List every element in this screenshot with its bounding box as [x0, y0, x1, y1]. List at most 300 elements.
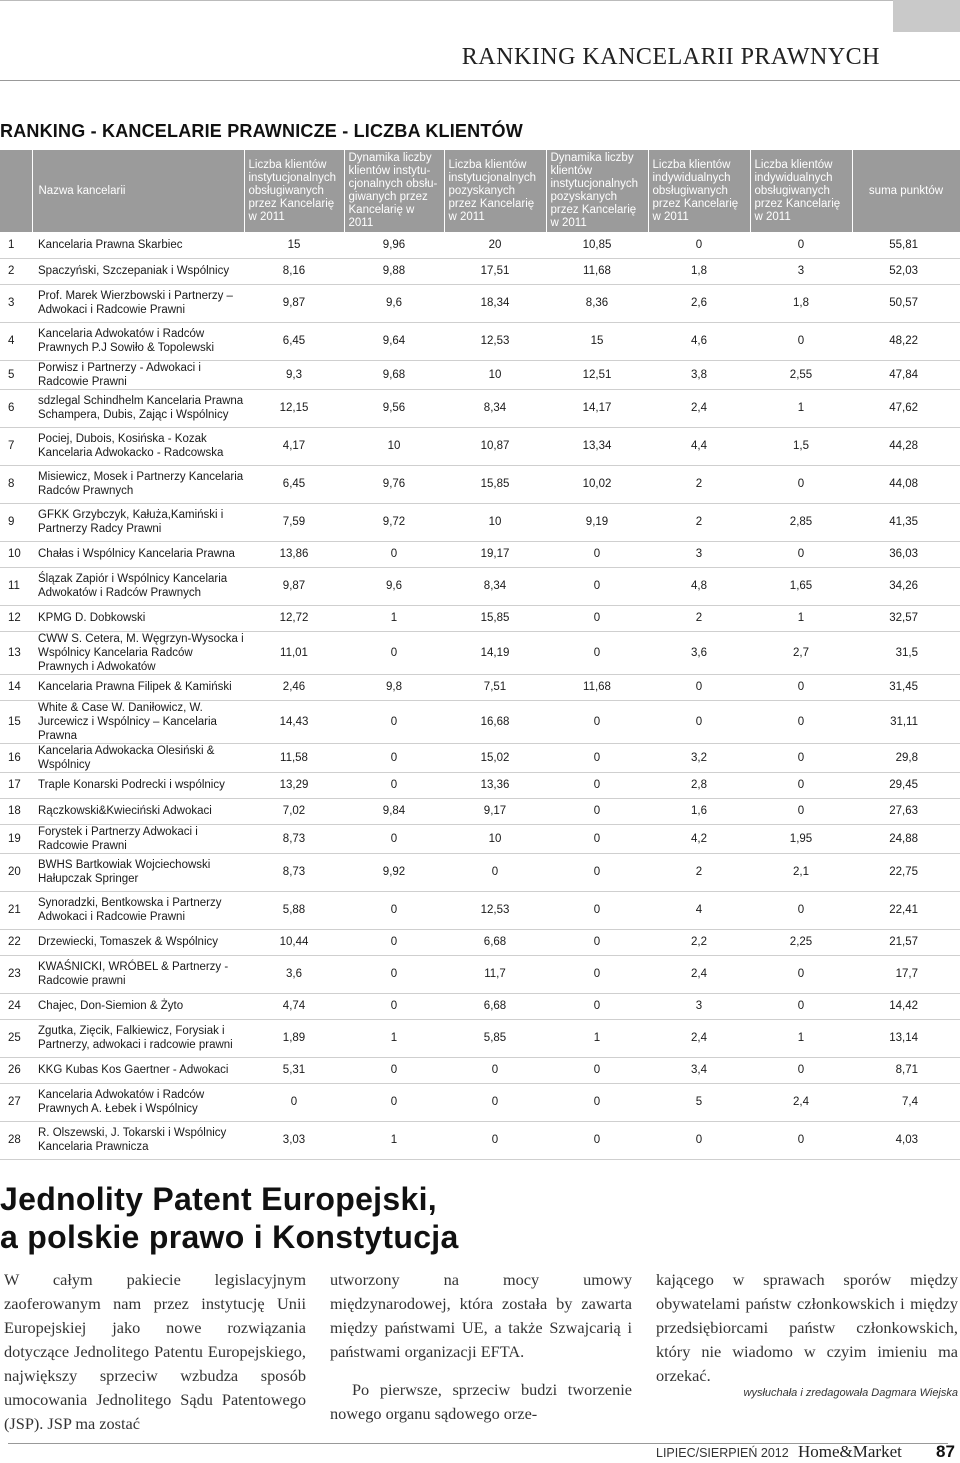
value-cell: 0	[546, 605, 648, 631]
table-row	[0, 322, 960, 360]
table-row	[0, 284, 960, 322]
value-cell: 0	[750, 541, 852, 567]
firm-name-cell: Misiewicz, Mosek i Partnerzy Kancelaria Radców Prawnych	[32, 465, 244, 503]
value-cell: 4,8	[648, 567, 750, 605]
value-cell: 10	[344, 427, 444, 465]
table-title: RANKING - KANCELARIE PRAWNICZE - LICZBA KLIENTÓW	[0, 121, 523, 141]
page-number: 87	[936, 1442, 955, 1461]
value-cell: 0	[546, 853, 648, 891]
value-cell: 1	[750, 389, 852, 427]
article-column-1	[4, 1268, 306, 1446]
rank-cell: 13	[0, 631, 32, 674]
table-row	[0, 1019, 960, 1057]
table-row	[0, 993, 960, 1019]
value-cell: 4,2	[648, 824, 750, 853]
firm-name-cell: Spaczyński, Szczepaniak i Wspólnicy	[32, 258, 244, 284]
column-header: Liczba klientów indywidualnych obsługiwanych przez Kancelarię w 2011	[648, 150, 750, 232]
table-row	[0, 853, 960, 891]
table-row	[0, 360, 960, 389]
rank-cell: 22	[0, 929, 32, 955]
value-cell: 0	[546, 567, 648, 605]
value-cell: 3,6	[244, 955, 344, 993]
total-points-cell: 50,57	[852, 284, 960, 322]
value-cell: 0	[546, 891, 648, 929]
value-cell: 15,85	[444, 465, 546, 503]
value-cell: 1	[750, 1019, 852, 1057]
rank-cell: 8	[0, 465, 32, 503]
value-cell: 6,45	[244, 322, 344, 360]
value-cell: 16,68	[444, 700, 546, 743]
total-points-cell: 32,57	[852, 605, 960, 631]
value-cell: 7,59	[244, 503, 344, 541]
value-cell: 8,34	[444, 389, 546, 427]
rank-cell: 1	[0, 232, 32, 258]
value-cell: 9,72	[344, 503, 444, 541]
total-points-cell: 52,03	[852, 258, 960, 284]
byline: wysłuchała i zredagowała Dagmara Wiejska	[743, 1387, 958, 1399]
value-cell: 2	[648, 503, 750, 541]
value-cell: 0	[344, 772, 444, 798]
column-header: Nazwa kancelarii	[32, 150, 244, 232]
value-cell: 20	[444, 232, 546, 258]
firm-name-cell: Drzewiecki, Tomaszek & Wspólnicy	[32, 929, 244, 955]
firm-name-cell: Prof. Marek Wierzbowski i Partnerzy – Adwokaci i Radcowie Prawni	[32, 284, 244, 322]
total-points-cell: 44,28	[852, 427, 960, 465]
value-cell: 0	[344, 700, 444, 743]
table-row	[0, 891, 960, 929]
value-cell: 15,02	[444, 743, 546, 772]
firm-name-cell: Chałas i Wspólnicy Kancelaria Prawna	[32, 541, 244, 567]
value-cell: 1	[750, 605, 852, 631]
value-cell: 4,17	[244, 427, 344, 465]
article-paragraph: W całym pakiecie legislacyjnym zaoferowanym nam przez instytucję Unii Europejskiej jako nowe rozwiązania dotyczące Jednolitego Patentu Europejskiego, największy sprzeciw wzbudza sposób umocowania Jednolitego Sądu Patentowego (JSP). JSP ma zostać	[4, 1270, 306, 1433]
value-cell: 12,51	[546, 360, 648, 389]
value-cell: 0	[444, 1121, 546, 1159]
total-points-cell: 36,03	[852, 541, 960, 567]
rank-cell: 2	[0, 258, 32, 284]
value-cell: 0	[750, 465, 852, 503]
rank-cell: 5	[0, 360, 32, 389]
value-cell: 9,68	[344, 360, 444, 389]
table-row	[0, 1121, 960, 1159]
value-cell: 3,03	[244, 1121, 344, 1159]
value-cell: 7,51	[444, 674, 546, 700]
rank-cell: 26	[0, 1057, 32, 1083]
value-cell: 9,56	[344, 389, 444, 427]
total-points-cell: 7,4	[852, 1083, 960, 1121]
rank-cell: 7	[0, 427, 32, 465]
total-points-cell: 14,42	[852, 993, 960, 1019]
total-points-cell: 31,5	[852, 631, 960, 674]
firm-name-cell: CWW S. Cetera, M. Węgrzyn-Wysocka i Wspólnicy Kancelaria Radców Prawnych i Adwokatów	[32, 631, 244, 674]
total-points-cell: 41,35	[852, 503, 960, 541]
value-cell: 0	[344, 955, 444, 993]
total-points-cell: 8,71	[852, 1057, 960, 1083]
rank-cell: 23	[0, 955, 32, 993]
value-cell: 0	[750, 955, 852, 993]
value-cell: 9,6	[344, 567, 444, 605]
value-cell: 9,84	[344, 798, 444, 824]
value-cell: 12,53	[444, 891, 546, 929]
value-cell: 1,95	[750, 824, 852, 853]
value-cell: 1,5	[750, 427, 852, 465]
value-cell: 9,92	[344, 853, 444, 891]
firm-name-cell: Kancelaria Adwokatów i Radców Prawnych P.J Sowiło & Topolewski	[32, 322, 244, 360]
value-cell: 1,65	[750, 567, 852, 605]
firm-name-cell: Rączkowski&Kwieciński Adwokaci	[32, 798, 244, 824]
rank-column-header	[0, 150, 32, 232]
value-cell: 10,87	[444, 427, 546, 465]
value-cell: 0	[750, 891, 852, 929]
table-row	[0, 541, 960, 567]
table-row	[0, 427, 960, 465]
value-cell: 0	[546, 993, 648, 1019]
value-cell: 0	[344, 993, 444, 1019]
value-cell: 2,55	[750, 360, 852, 389]
value-cell: 2,2	[648, 929, 750, 955]
value-cell: 17,51	[444, 258, 546, 284]
magazine-brand: Home&Market	[798, 1442, 902, 1461]
rank-cell: 16	[0, 743, 32, 772]
value-cell: 2,85	[750, 503, 852, 541]
ranking-body	[0, 232, 960, 1159]
total-points-cell: 44,08	[852, 465, 960, 503]
column-header: Liczba klientów instytucjonalnych pozyskanych przez Kancelarię w 2011	[444, 150, 546, 232]
value-cell: 0	[750, 232, 852, 258]
value-cell: 3,6	[648, 631, 750, 674]
value-cell: 12,72	[244, 605, 344, 631]
value-cell: 0	[546, 772, 648, 798]
value-cell: 4,4	[648, 427, 750, 465]
rank-cell: 15	[0, 700, 32, 743]
value-cell: 9,8	[344, 674, 444, 700]
table-header-row	[0, 150, 960, 232]
value-cell: 6,68	[444, 929, 546, 955]
table-row	[0, 798, 960, 824]
value-cell: 5,88	[244, 891, 344, 929]
firm-name-cell: Chajec, Don-Siemion & Żyto	[32, 993, 244, 1019]
firm-name-cell: Synoradzki, Bentkowska i Partnerzy Adwokaci i Radcowie Prawni	[32, 891, 244, 929]
total-points-cell: 4,03	[852, 1121, 960, 1159]
top-rule	[0, 0, 960, 1]
value-cell: 0	[750, 743, 852, 772]
table-row	[0, 567, 960, 605]
value-cell: 15	[244, 232, 344, 258]
firm-name-cell: Pociej, Dubois, Kosińska - Kozak Kancelaria Adwokacko - Radcowska	[32, 427, 244, 465]
value-cell: 11,01	[244, 631, 344, 674]
rank-cell: 10	[0, 541, 32, 567]
total-points-cell: 22,75	[852, 853, 960, 891]
total-points-cell: 29,45	[852, 772, 960, 798]
value-cell: 2,1	[750, 853, 852, 891]
firm-name-cell: GFKK Grzybczyk, Kałuża,Kamiński i Partnerzy Radcy Prawni	[32, 503, 244, 541]
total-points-cell: 21,57	[852, 929, 960, 955]
total-points-cell: 22,41	[852, 891, 960, 929]
total-points-cell: 47,84	[852, 360, 960, 389]
ranking-table	[0, 150, 960, 1160]
section-rule	[0, 80, 960, 81]
value-cell: 0	[648, 700, 750, 743]
value-cell: 3	[648, 541, 750, 567]
value-cell: 0	[750, 798, 852, 824]
value-cell: 0	[444, 853, 546, 891]
table-row	[0, 1057, 960, 1083]
total-points-cell: 17,7	[852, 955, 960, 993]
value-cell: 2,4	[750, 1083, 852, 1121]
table-row	[0, 743, 960, 772]
article-column-2	[330, 1268, 632, 1436]
value-cell: 0	[546, 1057, 648, 1083]
table-row	[0, 605, 960, 631]
total-points-cell: 55,81	[852, 232, 960, 258]
firm-name-cell: Kancelaria Prawna Skarbiec	[32, 232, 244, 258]
section-title: RANKING KANCELARII PRAWNYCH	[461, 44, 880, 70]
value-cell: 0	[648, 674, 750, 700]
issue-date: LIPIEC/SIERPIEŃ 2012	[656, 1446, 789, 1460]
rank-cell: 17	[0, 772, 32, 798]
value-cell: 2	[648, 465, 750, 503]
table-row	[0, 929, 960, 955]
value-cell: 0	[344, 1083, 444, 1121]
rank-cell: 3	[0, 284, 32, 322]
table-row	[0, 503, 960, 541]
value-cell: 0	[244, 1083, 344, 1121]
value-cell: 1	[344, 1121, 444, 1159]
value-cell: 19,17	[444, 541, 546, 567]
value-cell: 0	[750, 1121, 852, 1159]
value-cell: 3,4	[648, 1057, 750, 1083]
value-cell: 9,87	[244, 567, 344, 605]
table-row	[0, 674, 960, 700]
article-paragraph: kającego w sprawach sporów między obywatelami państw członkowskich i między przedsiębiorcami państw członkowskich, który nie wiadomo w czyim imieniu ma orzekać.	[656, 1270, 958, 1385]
value-cell: 2,6	[648, 284, 750, 322]
value-cell: 1	[344, 1019, 444, 1057]
table-row	[0, 232, 960, 258]
value-cell: 1,8	[750, 284, 852, 322]
value-cell: 2,4	[648, 389, 750, 427]
firm-name-cell: KPMG D. Dobkowski	[32, 605, 244, 631]
value-cell: 4,74	[244, 993, 344, 1019]
firm-name-cell: Forystek i Partnerzy Adwokaci i Radcowie Prawni	[32, 824, 244, 853]
article-title	[0, 1180, 459, 1256]
firm-name-cell: Zgutka, Zięcik, Falkiewicz, Forysiak i Partnerzy, adwokaci i radcowie prawni	[32, 1019, 244, 1057]
value-cell: 10	[444, 824, 546, 853]
total-points-cell: 48,22	[852, 322, 960, 360]
firm-name-cell: KKG Kubas Kos Gaertner - Adwokaci	[32, 1057, 244, 1083]
table-row	[0, 955, 960, 993]
value-cell: 10,02	[546, 465, 648, 503]
value-cell: 11,58	[244, 743, 344, 772]
value-cell: 0	[546, 631, 648, 674]
value-cell: 0	[546, 824, 648, 853]
value-cell: 0	[344, 743, 444, 772]
value-cell: 0	[344, 824, 444, 853]
value-cell: 11,68	[546, 674, 648, 700]
firm-name-cell: Kancelaria Adwokatów i Radców Prawnych A. Łebek i Wspólnicy	[32, 1083, 244, 1121]
value-cell: 13,36	[444, 772, 546, 798]
value-cell: 10	[444, 503, 546, 541]
value-cell: 9,3	[244, 360, 344, 389]
value-cell: 0	[344, 891, 444, 929]
value-cell: 0	[750, 700, 852, 743]
value-cell: 3,2	[648, 743, 750, 772]
rank-cell: 25	[0, 1019, 32, 1057]
page-corner-tab	[893, 0, 960, 32]
value-cell: 0	[344, 541, 444, 567]
value-cell: 1,89	[244, 1019, 344, 1057]
value-cell: 0	[546, 929, 648, 955]
value-cell: 11,68	[546, 258, 648, 284]
firm-name-cell: BWHS Bartkowiak Wojciechowski Hałupczak Springer	[32, 853, 244, 891]
firm-name-cell: Traple Konarski Podrecki i wspólnicy	[32, 772, 244, 798]
value-cell: 18,34	[444, 284, 546, 322]
value-cell: 9,17	[444, 798, 546, 824]
value-cell: 0	[546, 1121, 648, 1159]
article-column-3	[656, 1268, 958, 1398]
value-cell: 14,19	[444, 631, 546, 674]
table-row	[0, 258, 960, 284]
column-header: Liczba klientów instytucjonalnych obsługiwanych przez Kancelarię w 2011	[244, 150, 344, 232]
value-cell: 8,16	[244, 258, 344, 284]
value-cell: 9,6	[344, 284, 444, 322]
value-cell: 8,73	[244, 824, 344, 853]
value-cell: 0	[750, 322, 852, 360]
value-cell: 1	[546, 1019, 648, 1057]
value-cell: 10,44	[244, 929, 344, 955]
value-cell: 3,8	[648, 360, 750, 389]
value-cell: 10	[444, 360, 546, 389]
value-cell: 7,02	[244, 798, 344, 824]
rank-cell: 20	[0, 853, 32, 891]
article-paragraph: utworzony na mocy umowy międzynarodowej, która została by zawarta między państwami UE, a także Szwajcarią i państwami organizacji EFTA.	[330, 1270, 632, 1361]
value-cell: 9,19	[546, 503, 648, 541]
value-cell: 1,6	[648, 798, 750, 824]
rank-cell: 6	[0, 389, 32, 427]
value-cell: 2,46	[244, 674, 344, 700]
value-cell: 4,6	[648, 322, 750, 360]
value-cell: 13,29	[244, 772, 344, 798]
value-cell: 3	[648, 993, 750, 1019]
value-cell: 9,88	[344, 258, 444, 284]
value-cell: 0	[344, 1057, 444, 1083]
firm-name-cell: KWAŚNICKI, WRÓBEL & Partnerzy - Radcowie prawni	[32, 955, 244, 993]
column-header: Dynamika liczby klientów instytucjonalnych pozyskanych przez Kancelarię w 2011	[546, 150, 648, 232]
total-points-cell: 31,11	[852, 700, 960, 743]
total-points-cell: 47,62	[852, 389, 960, 427]
value-cell: 2,8	[648, 772, 750, 798]
value-cell: 4	[648, 891, 750, 929]
firm-name-cell: sdzlegal Schindhelm Kancelaria Prawna Schampera, Dubis, Zając i Wspólnicy	[32, 389, 244, 427]
rank-cell: 11	[0, 567, 32, 605]
rank-cell: 28	[0, 1121, 32, 1159]
value-cell: 6,68	[444, 993, 546, 1019]
rank-cell: 21	[0, 891, 32, 929]
table-row	[0, 700, 960, 743]
value-cell: 5,85	[444, 1019, 546, 1057]
value-cell: 15,85	[444, 605, 546, 631]
total-points-cell: 24,88	[852, 824, 960, 853]
value-cell: 1,8	[648, 258, 750, 284]
value-cell: 0	[546, 955, 648, 993]
rank-cell: 12	[0, 605, 32, 631]
value-cell: 1	[344, 605, 444, 631]
value-cell: 9,76	[344, 465, 444, 503]
value-cell: 9,64	[344, 322, 444, 360]
value-cell: 0	[444, 1083, 546, 1121]
total-points-cell: 29,8	[852, 743, 960, 772]
value-cell: 0	[648, 1121, 750, 1159]
value-cell: 5,31	[244, 1057, 344, 1083]
table-row	[0, 824, 960, 853]
rank-cell: 9	[0, 503, 32, 541]
value-cell: 5	[648, 1083, 750, 1121]
firm-name-cell: Kancelaria Adwokacka Olesiński & Wspólnicy	[32, 743, 244, 772]
value-cell: 12,15	[244, 389, 344, 427]
value-cell: 0	[344, 929, 444, 955]
total-points-cell: 13,14	[852, 1019, 960, 1057]
rank-cell: 18	[0, 798, 32, 824]
table-row	[0, 772, 960, 798]
value-cell: 0	[546, 700, 648, 743]
value-cell: 2,7	[750, 631, 852, 674]
value-cell: 8,34	[444, 567, 546, 605]
value-cell: 0	[546, 1083, 648, 1121]
value-cell: 14,17	[546, 389, 648, 427]
firm-name-cell: Ślązak Zapiór i Wspólnicy Kancelaria Adwokatów i Radców Prawnych	[32, 567, 244, 605]
column-header: suma punktów	[852, 150, 960, 232]
value-cell: 14,43	[244, 700, 344, 743]
value-cell: 2,4	[648, 1019, 750, 1057]
rank-cell: 27	[0, 1083, 32, 1121]
value-cell: 0	[750, 1057, 852, 1083]
rank-cell: 14	[0, 674, 32, 700]
firm-name-cell: Kancelaria Prawna Filipek & Kamiński	[32, 674, 244, 700]
table-row	[0, 465, 960, 503]
value-cell: 12,53	[444, 322, 546, 360]
value-cell: 0	[750, 772, 852, 798]
table-row	[0, 389, 960, 427]
value-cell: 3	[750, 258, 852, 284]
value-cell: 9,87	[244, 284, 344, 322]
rank-cell: 24	[0, 993, 32, 1019]
article-title-line: Jednolity Patent Europejski,	[0, 1181, 437, 1217]
value-cell: 0	[344, 631, 444, 674]
total-points-cell: 31,45	[852, 674, 960, 700]
total-points-cell: 27,63	[852, 798, 960, 824]
rank-cell: 19	[0, 824, 32, 853]
value-cell: 15	[546, 322, 648, 360]
value-cell: 0	[750, 993, 852, 1019]
value-cell: 0	[546, 541, 648, 567]
value-cell: 0	[750, 674, 852, 700]
value-cell: 6,45	[244, 465, 344, 503]
column-header: Dynamika liczby klientów instytu-cjonalnych obsłu-giwanych przez Kancelarię w 2011	[344, 150, 444, 232]
firm-name-cell: White & Case W. Daniłowicz, W. Jurcewicz i Wspólnicy – Kancelaria Prawna	[32, 700, 244, 743]
table-row	[0, 631, 960, 674]
firm-name-cell: Porwisz i Partnerzy - Adwokaci i Radcowie Prawni	[32, 360, 244, 389]
table-row	[0, 1083, 960, 1121]
value-cell: 13,34	[546, 427, 648, 465]
column-header: Liczba klientów indywidualnych obsługiwanych przez Kancelarię w 2011	[750, 150, 852, 232]
rank-cell: 4	[0, 322, 32, 360]
value-cell: 2	[648, 853, 750, 891]
value-cell: 13,86	[244, 541, 344, 567]
value-cell: 2,25	[750, 929, 852, 955]
value-cell: 8,73	[244, 853, 344, 891]
article-paragraph: Po pierwsze, sprzeciw budzi tworzenie nowego organu sądowego orze-	[330, 1380, 632, 1423]
value-cell: 2	[648, 605, 750, 631]
firm-name-cell: R. Olszewski, J. Tokarski i Wspólnicy Kancelaria Prawnicza	[32, 1121, 244, 1159]
